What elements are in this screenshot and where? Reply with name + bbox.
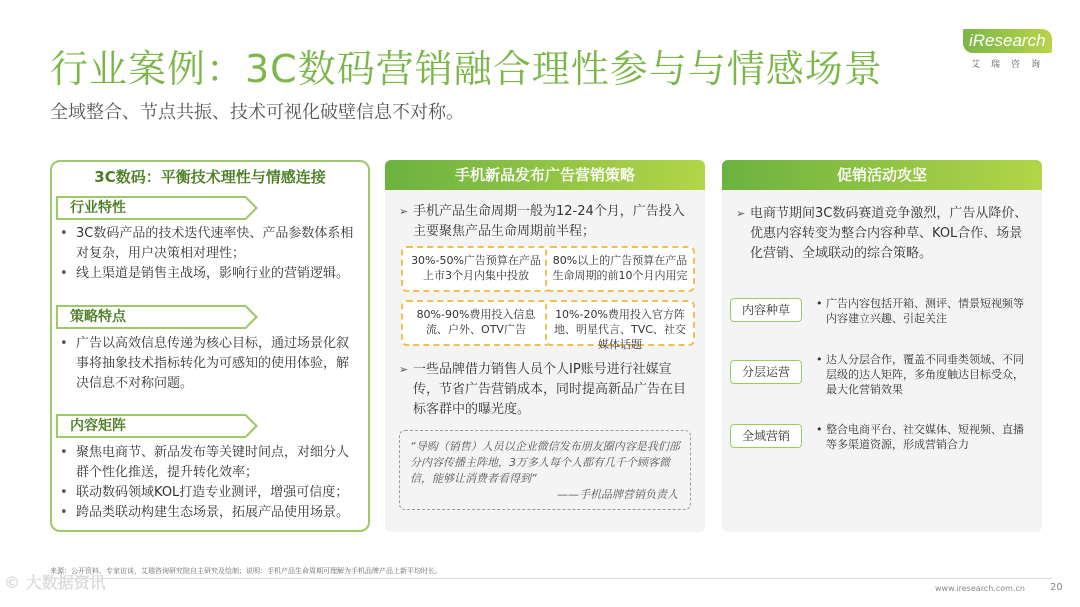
panel-header: 促销活动攻坚 [722,160,1042,190]
tag-description: • 广告内容包括开箱、测评、情景短视频等内容建立兴趣、引起关注 [816,296,1034,326]
source-note: 来源：公开资料、专家访谈，艾瑞咨询研究院自主研究及绘制；说明：手机产品生命周期可理解为手机品牌产品上新平均时长。 [50,567,442,575]
footer-divider [50,578,1052,579]
paragraph: ➢ 电商节期间3C数码赛道竞争激烈，广告从降价、优惠内容转变为整合内容种草、KOL合作、场景化营销、全域联动的综合策略。 [736,204,1028,264]
paragraph: ➢ 手机产品生命周期一般为12-24个月，广告投入主要聚焦产品生命周期前半程； [399,202,691,242]
panel-phone-launch [385,160,705,532]
paragraph: ➢ 一些品牌借力销售人员个人IP账号进行社媒宣传，节省广告营销成本，同时提高新品广告在目标客群中的曝光度。 [399,360,691,420]
logo-brand: iResearch [963,29,1052,53]
tag-description: • 整合电商平台、社交媒体、短视频、直播等多渠道资源，形成营销合力 [816,422,1034,452]
list-item: • 跨品类联动构建生态场景，拓展产品使用场景。 [58,503,360,523]
quote-box [399,430,691,510]
tag-omnichannel: 全域营销 [730,424,802,448]
tag-strategy-features: 策略特点 [56,305,246,329]
tag-content-matrix: 内容矩阵 [56,414,246,438]
quote-text: “导购（销售）人员以企业微信发布朋友圈内容是我们部分内容传播主阵地，3万多人每个人都有几千个顾客微信，能够让消费者看得到” [410,440,680,485]
page-subtitle: 全域整合、节点共振、技术可视化破壁信息不对称。 [50,102,464,123]
tag-industry-features: 行业特性 [56,196,246,220]
site-url: www.iresearch.com.cn [935,584,1025,593]
quote-source: ——手机品牌营销负责人 [557,488,678,501]
tag-tiered-operation: 分层运营 [730,360,802,384]
panel-promotion [722,160,1042,532]
bullet-list [58,334,360,394]
page-title: 行业案例：3C数码营销融合理性参与与情感场景 [50,47,883,91]
stat-box: 80%-90%费用投入信息流、户外、OTV广告 [401,300,551,346]
list-item: • 线上渠道是销售主战场，影响行业的营销逻辑。 [58,264,360,284]
page-number: 20 [1050,582,1063,593]
stat-box: 80%以上的广告预算在产品生命周期的前10个月内用完 [545,246,695,292]
tag-description: • 达人分层合作，覆盖不同垂类领域、不同层级的达人矩阵，多角度触达目标受众，最大化营销效果 [816,352,1034,397]
panel-header: 手机新品发布广告营销策略 [385,160,705,190]
stat-box: 10%-20%费用投入官方阵地、明星代言、TVC、社交媒体话题 [545,300,695,346]
logo-cn: 艾瑞咨询 [971,60,1052,70]
list-item: • 联动数码领域KOL打造专业测评，增强可信度； [58,483,360,503]
tag-content-seeding: 内容种草 [730,298,802,322]
list-item: • 聚焦电商节、新品发布等关键时间点，对细分人群个性化推送，提升转化效率； [58,443,360,483]
iresearch-logo [963,29,1051,69]
panel-3c-digital [50,160,370,532]
stat-box: 30%-50%广告预算在产品上市3个月内集中投放 [401,246,551,292]
watermark: © 大数据资讯 [4,573,106,592]
bullet-list [58,224,360,284]
list-item: • 广告以高效信息传递为核心目标，通过场景化叙事将抽象技术指标转化为可感知的使用体验，解决信息不对称问题。 [58,334,360,394]
bullet-list [58,443,360,523]
panel-header: 3C数码：平衡技术理性与情感连接 [94,168,326,186]
list-item: • 3C数码产品的技术迭代速率快、产品参数体系相对复杂，用户决策相对理性； [58,224,360,264]
